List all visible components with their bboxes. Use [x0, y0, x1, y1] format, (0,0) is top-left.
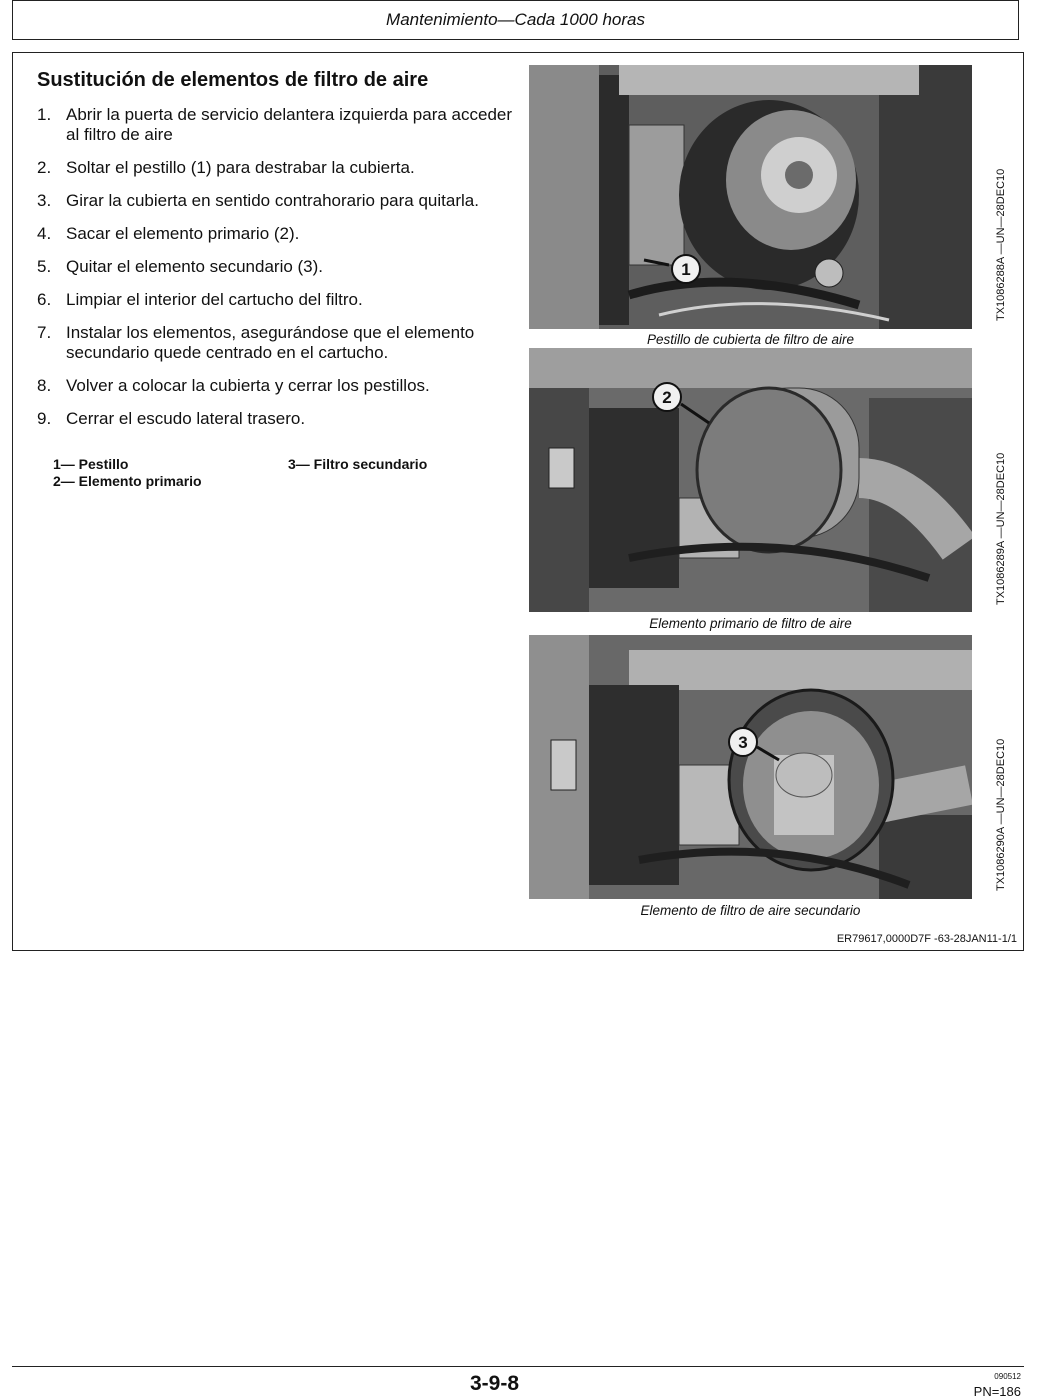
step-item [37, 191, 517, 211]
figure-caption: Elemento de filtro de aire secundario [640, 903, 861, 918]
page-header [12, 0, 1019, 40]
step-number: 4. [37, 224, 52, 243]
step-text: Sacar el elemento primario (2). [66, 224, 300, 243]
step-text: Soltar el pestillo (1) para destrabar la cubierta. [66, 158, 415, 177]
step-item [37, 257, 517, 277]
step-text: Limpiar el interior del cartucho del filtro. [66, 290, 363, 309]
step-number: 9. [37, 409, 52, 428]
step-text: Volver a colocar la cubierta y cerrar los pestillos. [66, 376, 430, 395]
figure-caption: Pestillo de cubierta de filtro de aire [646, 332, 855, 347]
step-item [37, 409, 517, 429]
step-text: Girar la cubierta en sentido contrahorario para quitarla. [66, 191, 479, 210]
photo-callout-3: 3 [738, 733, 748, 752]
step-number: 7. [37, 323, 52, 342]
photo-callout-1: 1 [681, 260, 691, 279]
step-number: 8. [37, 376, 52, 395]
document-reference: ER79617,0000D7F -63-28JAN11-1/1 [836, 933, 1017, 945]
primary-air-filter-element-photo [529, 348, 972, 612]
air-filter-cover-latch-photo [529, 65, 972, 329]
header-title: Mantenimiento—Cada 1000 horas [386, 10, 645, 29]
section-title: Sustitución de elementos de filtro de aire [37, 69, 429, 91]
step-number: 6. [37, 290, 52, 309]
step-number: 1. [37, 105, 52, 124]
pn-number: PN=186 [973, 1384, 1021, 1399]
step-text: Quitar el elemento secundario (3). [66, 257, 324, 276]
step-text: Cerrar el escudo lateral trasero. [66, 409, 306, 428]
figure-caption: Elemento primario de filtro de aire [649, 616, 852, 631]
step-number: 5. [37, 257, 52, 276]
step-item [37, 105, 517, 145]
secondary-air-filter-element-photo [529, 635, 972, 899]
photo-callout-2: 2 [662, 388, 672, 407]
step-item [37, 158, 517, 178]
step-text: Instalar los elementos, asegurándose que el elemento secundario quede centrado en el cartucho. [66, 323, 475, 362]
step-text: Abrir la puerta de servicio delantera izquierda para acceder al filtro de aire [66, 105, 513, 144]
page-number: 3-9-8 [470, 1372, 520, 1395]
step-number: 3. [37, 191, 52, 210]
date-code: 090512 [994, 1372, 1021, 1381]
step-item [37, 290, 517, 310]
step-item [37, 376, 517, 396]
footer-divider [12, 1366, 1024, 1367]
step-item [37, 224, 517, 244]
legend-item: 3— Filtro secundario [288, 456, 428, 472]
step-item [37, 323, 517, 363]
legend-item: 2— Elemento primario [53, 473, 202, 489]
content-box: Sustitución de elementos de filtro de aire 1. Abrir la puerta de servicio delantera izquierda para acceder al filtro de aire 2. Soltar el pestillo (1) para destrabar la cubierta. 3. Girar la cubierta en sentido contrahorario para quitarla. 4. Sacar el elemento primario (2). 5. Quitar el elemento secundario (3). 6. Limpiar el interior del cartucho del filtro. 7. Instalar los elementos, asegurándose que el elemento secundario quede centrado en el cartucho. 8. Volver a colocar la cubierta y cerrar los pestillos. 9. Cerrar el escudo lateral trasero. 1— Pestillo 2— Elemento primario 3— Filtro secundario 1 Pestillo de cubierta de filtro de aire TX1086288A —UN—28DEC10 2 Elemento primario de filtro de aire TX1086289A —UN—28DEC10 3 Elemento de filtro de aire secundario TX1086290A —UN—28DEC10 ER79617,0000D7F -63-28JAN11-1/1 [12, 52, 1024, 951]
steps-list [37, 105, 517, 442]
legend-item: 1— Pestillo [53, 456, 129, 472]
step-number: 2. [37, 158, 52, 177]
